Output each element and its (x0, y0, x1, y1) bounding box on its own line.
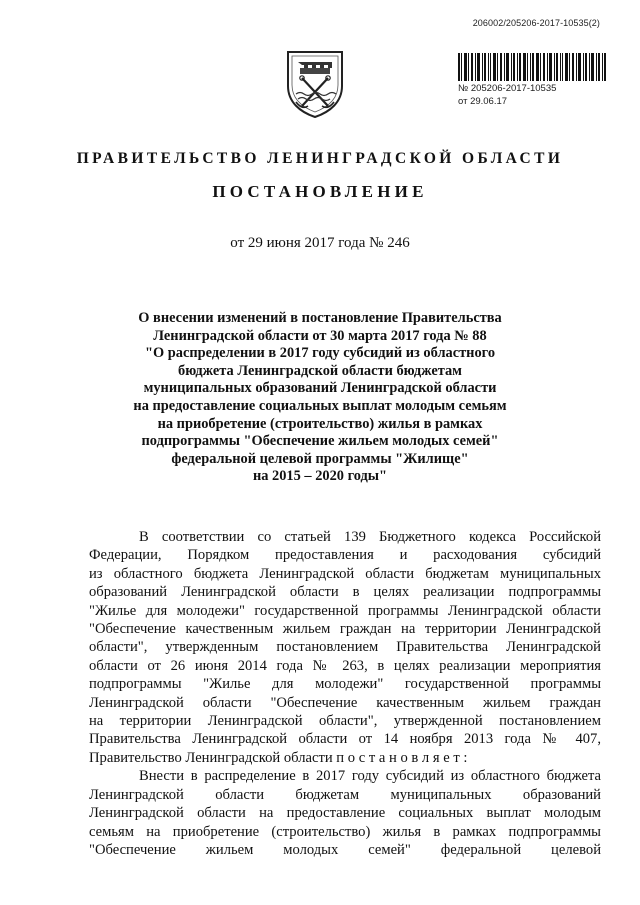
body-line: семьям на приобретение (строительство) жилья в рамках подпрограммы (89, 823, 601, 840)
subject-line: О внесении изменений в постановление Правительства (138, 310, 502, 326)
body-line: области", утвержденным постановлением Правительства Ленинградской (89, 639, 601, 656)
document-title: ПОСТАНОВЛЕНИЕ (212, 182, 428, 201)
body-line: из областного бюджета Ленинградской области бюджетам муниципальных (89, 565, 601, 582)
body-line: Федерации, Порядком предоставления и расходования субсидий (89, 547, 601, 564)
body-line: Правительства Ленинградской области от 14 ноября 2013 года № 407, (89, 731, 601, 748)
registration-number: № 205206-2017-10535 (458, 83, 557, 94)
body-line: "Жилье для молодежи" государственной программы Ленинградской области (89, 602, 601, 619)
document-date-number: от 29 июня 2017 года № 246 (230, 235, 410, 251)
subject-line: федеральной целевой программы "Жилище" (171, 450, 469, 467)
body-text (89, 528, 601, 859)
barcode-icon (458, 53, 606, 81)
body-line: подпрограммы "Жилье для молодежи" государственной программы (89, 676, 601, 693)
subject-line: на предоставление социальных выплат молодым семьям (133, 397, 507, 414)
body-line: Ленинградской области "Обеспечение качественным жильем граждан (89, 694, 601, 711)
subject-line: на 2015 – 2020 годы" (252, 468, 388, 485)
subject-line: муниципальных образований Ленинградской области (143, 380, 497, 397)
document-subject (110, 310, 530, 486)
subject-line: "О распределении в 2017 году субсидий из областного (144, 345, 496, 362)
subject-line: Ленинградской области от 30 марта 2017 года № 88 (153, 327, 487, 344)
document-code: 206002/205206-2017-10535(2) (472, 18, 600, 28)
registration-block (458, 53, 608, 107)
registration-date: от 29.06.17 (458, 96, 508, 107)
body-line: "Обеспечение качественным жильем граждан на территории Ленинградской (89, 621, 601, 638)
body-line: на территории Ленинградской области", утвержденной постановлением (89, 713, 601, 730)
body-line: "Обеспечение жильем молодых семей" федеральной целевой (89, 841, 601, 858)
subject-line: на приобретение (строительство) жилья в рамках (157, 415, 483, 432)
government-name: ПРАВИТЕЛЬСТВО ЛЕНИНГРАДСКОЙ ОБЛАСТИ (76, 150, 564, 167)
body-line: В соответствии со статьей 139 Бюджетного кодекса Российской (139, 529, 601, 545)
coat-of-arms-icon (284, 48, 346, 120)
subject-line: бюджета Ленинградской области бюджетам (178, 362, 462, 379)
body-line: Ленинградской области бюджетам муниципальных образований (89, 786, 601, 803)
body-line: Внести в распределение в 2017 году субсидий из областного бюджета (139, 768, 601, 785)
body-line: области от 26 июня 2014 года № 263, в целях реализации мероприятия (89, 657, 601, 674)
body-line: Правительство Ленинградской области п о с т а н о в л я е т : (89, 749, 468, 766)
body-line: Ленинградской области на предоставление социальных выплат молодым (89, 805, 601, 822)
body-line: образований Ленинградской области в целях реализации подпрограммы (89, 584, 601, 601)
subject-line: подпрограммы "Обеспечение жильем молодых семей" (141, 433, 499, 450)
